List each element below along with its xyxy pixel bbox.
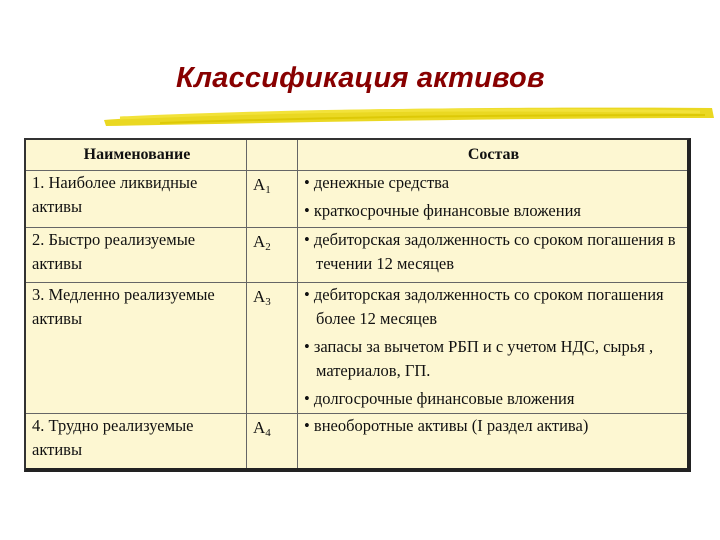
asset-group-composition [298, 228, 687, 283]
asset-group-name: 3. Медленно реализуемые активы [26, 283, 247, 414]
list-item: • долгосрочные финансовые вложения [304, 387, 683, 411]
asset-group-composition [298, 171, 687, 228]
asset-group-name: 2. Быстро реализуемые активы [26, 228, 247, 283]
table-header-row [26, 140, 687, 171]
asset-group-code: $A_2$ [247, 228, 298, 283]
table-row [26, 171, 687, 228]
list-item: • краткосрочные финансовые вложения [304, 199, 683, 223]
asset-group-composition [298, 283, 687, 414]
header-code [247, 140, 298, 171]
list-item: • денежные средства [304, 171, 683, 195]
asset-group-name: 1. Наиболее ликвидные активы [26, 171, 247, 228]
header-name: Наименование [26, 140, 247, 171]
list-item: • запасы за вычетом РБП и с учетом НДС, сырья , материалов, ГП. [304, 335, 683, 383]
asset-group-code: $A_3$ [247, 283, 298, 414]
list-item: • дебиторская задолженность со сроком погашения более 12 месяцев [304, 283, 683, 331]
table-row [26, 283, 687, 414]
title-underline-decoration [100, 96, 720, 130]
header-composition: Состав [298, 140, 687, 171]
assets-classification-table [24, 138, 691, 472]
asset-group-composition [298, 414, 687, 468]
asset-group-code: $A_1$ [247, 171, 298, 228]
asset-group-code: $A_4$ [247, 414, 298, 468]
table-row [26, 414, 687, 468]
list-item: • внеоборотные активы (I раздел актива) [304, 414, 683, 438]
table-row [26, 228, 687, 283]
page-title: Классификация активов [176, 62, 545, 94]
list-item: • дебиторская задолженность со сроком погашения в течении 12 месяцев [304, 228, 683, 276]
asset-group-name: 4. Трудно реализуемые активы [26, 414, 247, 468]
